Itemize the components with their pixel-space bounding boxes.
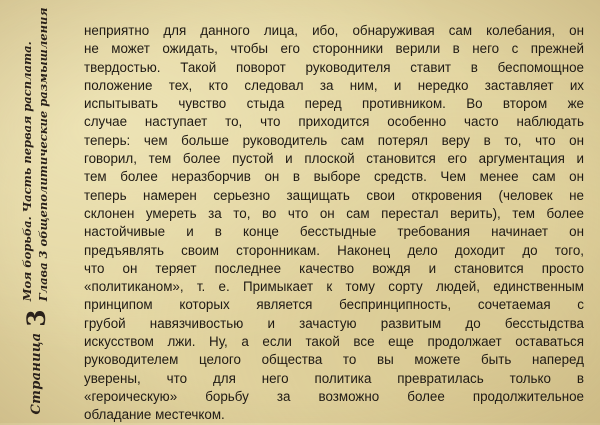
sidebar-rotated (4, 8, 68, 414)
chapter-title: Глава 3 общеполитические размышления (36, 7, 50, 302)
text-line: «политиканом», т. е. Примыкает к тому сорту людей, единственным (84, 279, 584, 295)
text-line: твердостью. Такой поворот руководителя ставит в беспомощное (84, 59, 584, 75)
text-line: грубой навязчивостью и зачастую развитым до бесстыдства (84, 315, 584, 331)
text-line: случае наступает то, что приходится особенно часто наблюдать (84, 114, 584, 130)
text-line: испытывать чувство стыда перед противником. Во втором же (84, 96, 584, 112)
text-line: руководителем целого общества то вы можете быть наперед (84, 352, 584, 368)
text-line: теперь: чем больше руководитель сам потерял веру в то, что он (84, 132, 584, 148)
page-sidebar (4, 8, 68, 414)
text-line: предъявлять своим сторонникам. Наконец дело доходит до того, (84, 242, 584, 258)
text-line: искусством лжи. Ну, а если такой все еще продолжает оставаться (84, 334, 584, 350)
text-line: принципом которых является беспринципность, сочетаемая с (84, 297, 584, 313)
text-line: что он теряет последнее качество вождя и становится просто (84, 260, 584, 276)
book-part-title: Моя борьба. Часть первая расплата. (20, 41, 35, 302)
page-number: 3 (21, 309, 51, 327)
text-line: неприятно для данного лица, ибо, обнаруживая сам колебания, он (84, 23, 584, 38)
page-label: Страница (28, 332, 44, 415)
text-line: «героическую» борьбу за возможно более продолжительное (84, 388, 584, 404)
body-text (84, 22, 584, 425)
text-line: склонен умереть за то, во что он сам перестал верить), тем более (84, 205, 584, 221)
text-line: не может ожидать, чтобы его сторонники верили в него с прежней (84, 41, 584, 57)
text-line: настойчивые и в конце бесстыдные требования начинает он (84, 224, 584, 240)
text-line: обладание местечком. (84, 407, 225, 423)
text-line: теперь намерен серьезно защищать свои откровения (человек не (84, 187, 584, 203)
chapter-header (20, 8, 51, 302)
text-line: уверены, что для него политика превратилась только в (84, 370, 584, 386)
text-line: тем более неразборчив он в выборе средств. Чем менее сам он (84, 169, 584, 185)
text-line: положение тех, кто следовал за ним, и нередко заставляет их (84, 77, 584, 93)
text-line: говорил, тем более пустой и плоской становится его аргументация и (84, 151, 584, 167)
